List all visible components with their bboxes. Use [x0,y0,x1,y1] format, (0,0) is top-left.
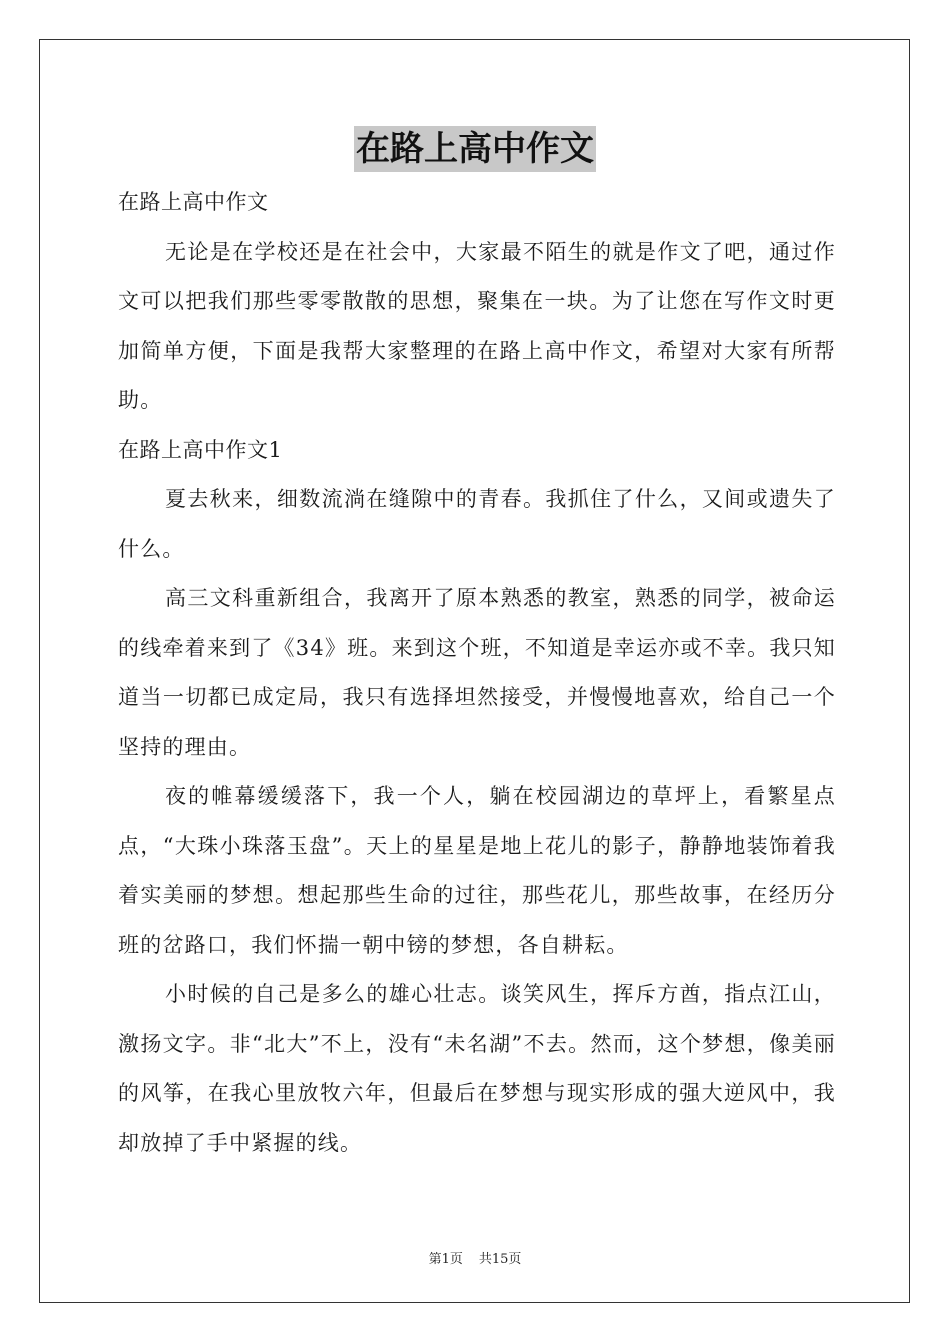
title-container [0,126,950,172]
body-paragraph-2: 高三文科重新组合，我离开了原本熟悉的教室，熟悉的同学，被命运的线牵着来到了《34》班。来到这个班，不知道是幸运亦或不幸。我只知道当一切都已成定局，我只有选择坦然接受，并慢慢地喜欢，给自己一个坚持的理由。 [118,586,836,759]
page-number: 第1页 [428,1252,463,1267]
document-title: 在路上高中作文 [354,126,596,172]
body-paragraph-4: 小时候的自己是多么的雄心壮志。谈笑风生，挥斥方酋，指点江山，激扬文字。非“北大”不上，没有“未名湖”不去。然而，这个梦想，像美丽的风筝，在我心里放牧六年，但最后在梦想与现实形成的强大逆风中，我却放掉了手中紧握的线。 [118,982,836,1155]
subtitle: 在路上高中作文 [118,190,269,214]
total-pages: 共15页 [478,1252,522,1267]
page-footer [0,1248,950,1267]
body-paragraph-3: 夜的帷幕缓缓落下，我一个人，躺在校园湖边的草坪上，看繁星点点，“大珠小珠落玉盘”。天上的星星是地上花儿的影子，静静地装饰着我着实美丽的梦想。想起那些生命的过往，那些花儿，那些故事，在经历分班的岔路口，我们怀揣一朝中镑的梦想，各自耕耘。 [118,784,836,957]
section-heading: 在路上高中作文1 [118,437,283,462]
body-paragraph-1: 夏去秋来，细数流淌在缝隙中的青春。我抓住了什么，又间或遗失了什么。 [118,487,836,561]
intro-paragraph: 无论是在学校还是在社会中，大家最不陌生的就是作文了吧，通过作文可以把我们那些零零散散的思想，聚集在一块。为了让您在写作文时更加简单方便，下面是我帮大家整理的在路上高中作文，希望对大家有所帮助。 [118,239,836,412]
document-body [118,178,836,1168]
